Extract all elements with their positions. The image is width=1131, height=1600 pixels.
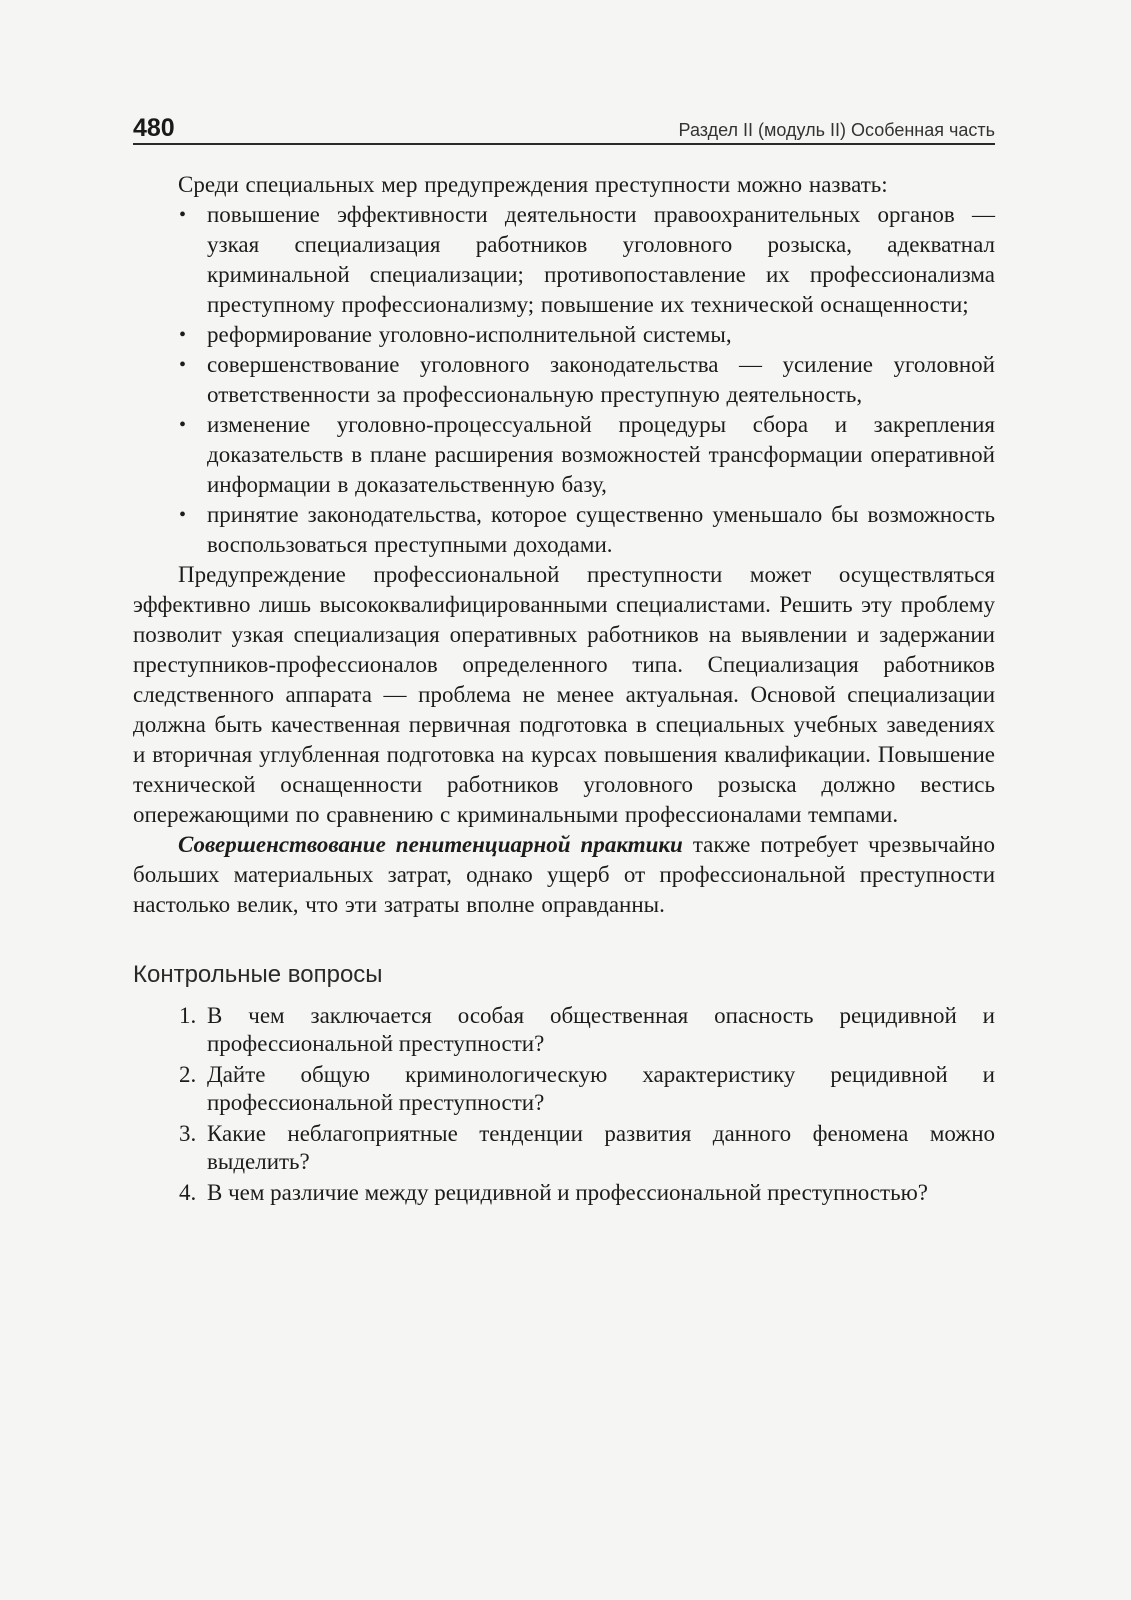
- question-number: 2.: [179, 1062, 197, 1087]
- question-item: [179, 1061, 995, 1117]
- penitentiary-paragraph: [133, 830, 995, 920]
- list-item: [179, 200, 995, 320]
- question-number: 4.: [179, 1180, 197, 1205]
- intro-paragraph: Среди специальных мер предупреждения преступности можно назвать:: [178, 172, 888, 197]
- list-item-text: изменение уголовно-процессуальной процедуры сбора и закрепления доказательств в плане расширения возможностей трансформации оперативной информации в доказательственную базу,: [207, 412, 995, 497]
- emphasized-lead: Совершенствование пенитенциарной практики: [178, 832, 683, 857]
- list-item: [179, 410, 995, 500]
- question-item: [179, 1002, 995, 1058]
- question-number: 1.: [179, 1003, 197, 1028]
- questions-heading: Контрольные вопросы: [133, 961, 383, 988]
- bullet-icon: •: [179, 204, 187, 226]
- question-item: [179, 1120, 995, 1176]
- list-item-text: принятие законодательства, которое существенно уменьшало бы возможность воспользоваться преступными доходами.: [207, 502, 995, 557]
- list-item-text: реформирование уголовно-исполнительной системы,: [207, 322, 732, 347]
- bullet-icon: •: [179, 414, 187, 436]
- question-text: Какие неблагоприятные тенденции развития данного феномена можно выделить?: [207, 1121, 995, 1174]
- bullet-icon: •: [179, 324, 187, 346]
- book-page: [133, 108, 995, 1210]
- list-item-text: повышение эффективности деятельности правоохранительных органов — узкая специализация работников уголовного розыска, адекватнал криминальной специализации; противопоставление их профессионализма преступному профессионализму; повышение их технической оснащенности;: [207, 202, 995, 317]
- body-text: [133, 170, 995, 920]
- list-item-text: совершенствование уголовного законодательства — усиление уголовной ответственности за профессиональную преступную деятельность,: [207, 352, 995, 407]
- prevention-paragraph: Предупреждение профессиональной преступности может осуществляться эффективно лишь высококвалифицированными специалистами. Решить эту проблему позволит узкая специализация оперативных работников на выявлении и задержании преступников-профессионалов определенного типа. Специализация работников следственного аппарата — проблема не менее актуальная. Основой специализации должна быть качественная первичная подготовка в специальных учебных заведениях и вторичная углубленная подготовка на курсах повышения квалификации. Повышение технической оснащенности работников уголовного розыска должно вестись опережающими по сравнению с криминальными профессионалами темпами.: [133, 562, 995, 827]
- running-header: [133, 108, 995, 145]
- page-number: 480: [133, 114, 175, 142]
- list-item: [179, 350, 995, 410]
- question-number: 3.: [179, 1121, 197, 1146]
- paragraph-continuation: также потребует чрезвычайно больших материальных затрат, однако ущерб от профессиональной преступности настолько велик, что эти затраты вполне оправданны.: [133, 832, 995, 917]
- question-text: Дайте общую криминологическую характеристику рецидивной и профессиональной преступности?: [207, 1062, 995, 1115]
- list-item: [179, 320, 995, 350]
- question-text: В чем заключается особая общественная опасность рецидивной и профессиональной преступности?: [207, 1003, 995, 1056]
- measures-list: [133, 200, 995, 560]
- questions-list: [133, 1002, 995, 1207]
- question-text: В чем различие между рецидивной и профессиональной преступностью?: [207, 1180, 928, 1205]
- question-item: [179, 1179, 995, 1207]
- list-item: [179, 500, 995, 560]
- bullet-icon: •: [179, 354, 187, 376]
- section-title: Раздел II (модуль II) Особенная часть: [678, 120, 995, 140]
- bullet-icon: •: [179, 504, 187, 526]
